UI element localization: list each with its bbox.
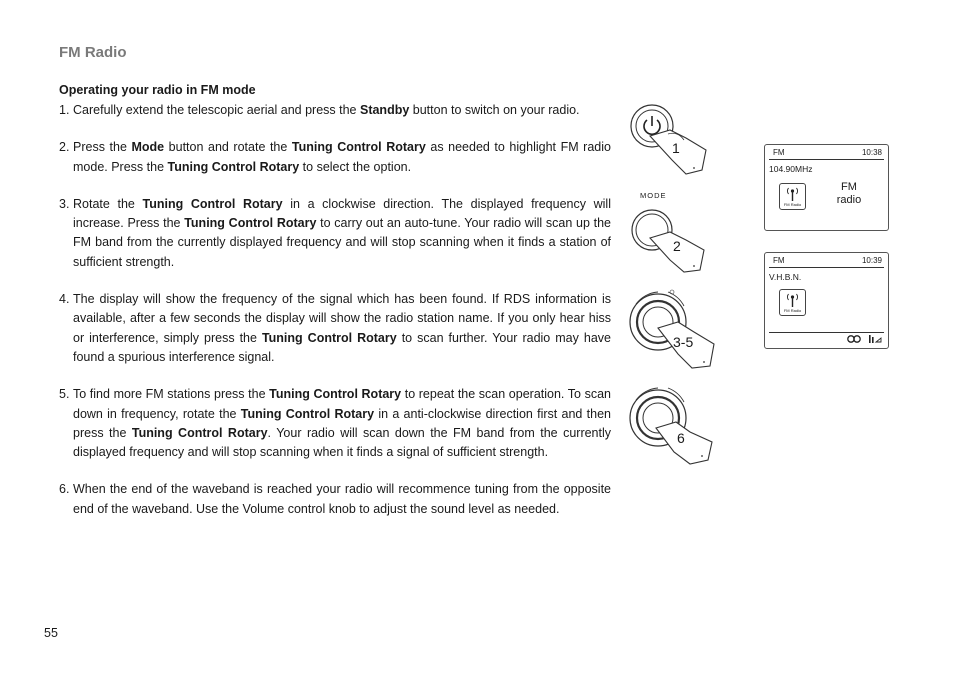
instruction-step (59, 101, 611, 120)
step-text: to select the option. (299, 159, 412, 174)
mode-button-text: MODE (640, 191, 667, 200)
standby-button-illustration (628, 104, 716, 176)
step-text: Carefully extend the telescopic aerial and press the (73, 103, 360, 117)
scan-rotary-illustration (628, 380, 724, 466)
step-label-3-5: 3-5 (673, 334, 694, 350)
signal-strength-icon (869, 335, 881, 343)
instruction-step (59, 290, 611, 367)
step-text: to scan further. Your radio may have found a spurious interference signal. (73, 330, 611, 364)
radio-display-frequency (764, 144, 889, 231)
radio-tower-icon (780, 291, 805, 309)
mode-button-illustration (628, 188, 716, 276)
step-number: 1. (59, 103, 70, 117)
bold-term: Tuning Control Rotary (261, 330, 397, 345)
step-text: to carry out an auto-tune. Your radio will scan up the FM band from the currently displayed frequency and will stop scanning when it finds a station of sufficient strength. (73, 216, 611, 269)
display-mode: FM (773, 256, 785, 265)
step-text: . Your radio will scan down the FM band from the currently displayed frequency and will stop scanning when it finds a signal of sufficient strength. (73, 425, 612, 460)
step-label-2: 2 (673, 238, 681, 254)
bold-term: Tuning Control Rotary (167, 159, 300, 174)
step-text: button and rotate the (164, 140, 292, 155)
display-frequency: 104.90MHz (769, 164, 813, 174)
fm-radio-mode-icon (779, 183, 806, 210)
step-text: in a clockwise direction. The displayed frequency will increase. Press the (73, 196, 611, 231)
step-text: Rotate the (73, 196, 143, 211)
bold-term: Tuning Control Rotary (142, 196, 283, 211)
step-label-1: 1 (672, 140, 680, 156)
step-number: 4. (59, 292, 70, 307)
fm-radio-icon-caption: FM Radio (783, 202, 802, 207)
instruction-steps (59, 101, 611, 519)
step-text: as needed to highlight FM radio mode. Press the (73, 140, 611, 174)
step-text: When the end of the waveband is reached your radio will recommence tuning from the opposite end of the waveband. Use the Volume control knob to adjust the sound level as needed. (73, 482, 611, 516)
radio-tower-icon (780, 185, 805, 203)
step-number: 3. (59, 196, 70, 211)
display-station-name: V.H.B.N. (769, 272, 802, 282)
tuning-rotary-illustration (628, 284, 724, 372)
step-text: To find more FM stations press the (73, 387, 270, 402)
step-text: in a anti-clockwise direction first and then press the (73, 406, 611, 440)
fm-radio-icon-caption: FM Radio (783, 308, 802, 313)
bold-term: Mode (131, 140, 165, 155)
bold-term: Tuning Control Rotary (269, 387, 402, 402)
fm-radio-mode-icon (779, 289, 806, 316)
step-label-6: 6 (677, 430, 685, 446)
display-time: 10:39 (861, 256, 882, 265)
step-number: 6. (59, 482, 70, 497)
display-time: 10:38 (861, 148, 882, 157)
display-mode: FM (773, 148, 785, 157)
step-number: 5. (59, 387, 70, 402)
instruction-step (59, 138, 611, 177)
bold-term: Tuning Control Rotary (291, 140, 426, 155)
stereo-icon (848, 336, 860, 342)
instruction-step (59, 385, 611, 462)
display-status-bar (769, 332, 884, 345)
bold-term: Tuning Control Rotary (240, 406, 375, 421)
instruction-step (59, 195, 611, 272)
step-text: to repeat the scan operation. To scan down in frequency, rotate the (73, 387, 611, 421)
instruction-step (59, 480, 611, 519)
display-header (769, 147, 884, 160)
display-mode-name: FM radio (836, 181, 862, 206)
section-title: FM Radio (59, 44, 127, 61)
page-number: 55 (44, 626, 58, 640)
bold-term: Tuning Control Rotary (131, 425, 268, 440)
display-header (769, 255, 884, 268)
step-text: button to switch on your radio. (409, 103, 580, 117)
subheading: Operating your radio in FM mode (59, 83, 256, 97)
step-text: Press the (73, 140, 132, 155)
step-number: 2. (59, 140, 70, 155)
bold-term: Tuning Control Rotary (184, 216, 317, 231)
bold-term: Standby (359, 103, 410, 117)
radio-display-station (764, 252, 889, 349)
step-text: The display will show the frequency of the signal which has been found. If RDS information is available, after a few seconds the display will show the radio station name. If you only hear hiss or interference, simply press the (73, 292, 611, 345)
